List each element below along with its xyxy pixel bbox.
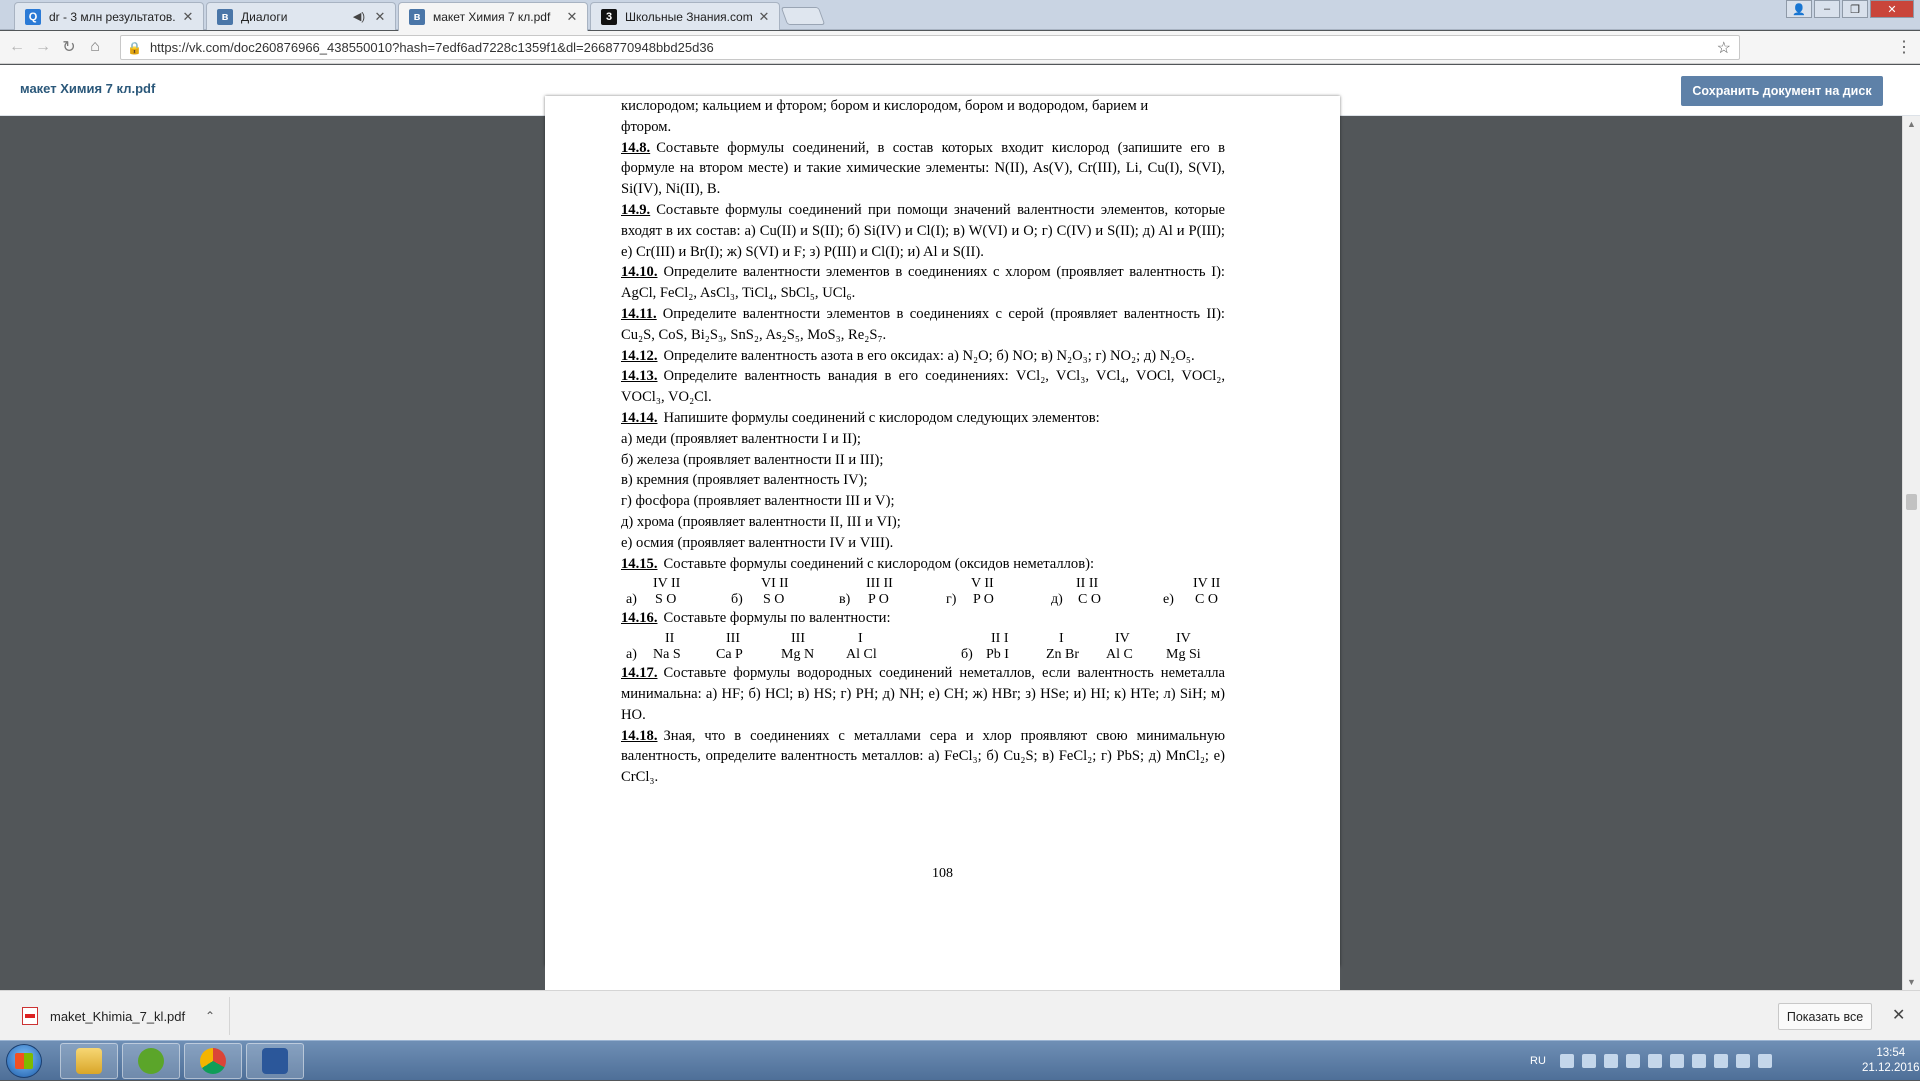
- flag-icon[interactable]: [1714, 1054, 1728, 1068]
- tab-pdf[interactable]: [398, 2, 588, 31]
- problem-14-16: 14.16. Составьте формулы по валентности:: [621, 610, 891, 627]
- download-item[interactable]: [10, 997, 230, 1035]
- tray-app-icon[interactable]: [1560, 1054, 1574, 1068]
- chevron-up-icon[interactable]: ⌃: [204, 1009, 215, 1023]
- page-text: [621, 96, 1225, 788]
- viewer-scrollbar[interactable]: [1902, 116, 1920, 990]
- tab-title: Диалоги: [241, 9, 288, 24]
- list-item: е) осмия (проявляет валентности IV и VIII).: [621, 534, 894, 551]
- tab-title: dr - 3 млн результатов.: [49, 9, 176, 24]
- download-filename: maket_Khimia_7_kl.pdf: [50, 1008, 186, 1024]
- vk-icon: в: [217, 9, 233, 25]
- problem-14-14: 14.14. Напишите формулы соединений с кислородом следующих элементов:: [621, 409, 1100, 426]
- text-line: фтором.: [621, 118, 672, 135]
- tab-title: Школьные Знания.com: [625, 9, 753, 24]
- problem-14-18: 14.18. Зная, что в соединениях с металлами сера и хлор проявляют свою минимальную валентность, определите валентность металлов: а) FeCl₃; б) Cu₂S; в) FeCl₂; г) PbS; д) MnCl₂; е) CrCl₃.: [621, 727, 1225, 786]
- cut-text-line: кислородом; кальцием и фтором; бором и кислородом, бором и водородом, барием и: [621, 98, 1149, 114]
- tray-app-icon[interactable]: [1626, 1054, 1640, 1068]
- scroll-down-icon[interactable]: ▼: [1907, 977, 1916, 987]
- problem-14-15: 14.15. Составьте формулы соединений с кислородом (оксидов неметаллов):: [621, 555, 1095, 572]
- problem-14-17: 14.17. Составьте формулы водородных соединений неметаллов, если валентность неметалла минимальна: а) HF; б) HCl; в) HS; г) PH; д) NH; е) CH; ж) HBr; з) HSe; и) HI; к) HTe; л) SiH; м) HO.: [621, 665, 1225, 723]
- windows-logo-icon: [15, 1053, 33, 1069]
- url-text: https://vk.com/doc260876966_438550010?hash=7edf6ad7228c1359f1&dl=2668770948bbd25d36: [149, 40, 714, 55]
- pdf-page: [545, 96, 1340, 966]
- lock-icon: 🔒: [127, 40, 142, 55]
- close-icon[interactable]: ✕: [1892, 1007, 1906, 1024]
- tray-app-icon[interactable]: [1604, 1054, 1618, 1068]
- close-icon[interactable]: ✕: [758, 8, 770, 24]
- problem-14-13: 14.13. Определите валентность ванадия в его соединениях: VCl₂, VCl₃, VCl₄, VOCl, VOCl₂, VOCl₃, VO₂Cl.: [621, 368, 1225, 406]
- clock-time: 13:54: [1876, 1047, 1906, 1059]
- bookmark-star-icon[interactable]: ☆: [1716, 39, 1731, 57]
- restore-button[interactable]: ❐: [1842, 0, 1868, 18]
- document-title[interactable]: макет Химия 7 кл.pdf: [20, 81, 156, 96]
- home-icon[interactable]: ⌂: [90, 38, 100, 55]
- formula-row-14-16: а) Na S Ca P Mg N Al Cl б) Pb I Zn Br Al C Mg Si: [626, 647, 1201, 663]
- tab-search[interactable]: [14, 2, 204, 30]
- list-item: д) хрома (проявляет валентности II, III и VI);: [621, 513, 901, 530]
- browser-tab-strip: [0, 0, 1920, 30]
- scrollbar-thumb[interactable]: [1906, 494, 1917, 510]
- new-tab-button[interactable]: [781, 7, 826, 25]
- search-icon: Q: [25, 9, 41, 25]
- forward-icon[interactable]: →: [35, 38, 51, 55]
- list-item: в) кремния (проявляет валентность IV);: [621, 472, 868, 489]
- valence-row-14-15: IV II VI II III II V II II II IV II: [653, 576, 1221, 592]
- problem-14-8: 14.8. Составьте формулы соединений, в состав которых входит кислород (запишите его в формуле на втором месте) и такие химические элементы: N(II), As(V), Cr(III), Li, Cu(I), S(VI), Si(IV), Ni(II), B.: [621, 139, 1225, 198]
- list-item: а) меди (проявляет валентности I и II);: [621, 430, 861, 447]
- close-window-button[interactable]: ✕: [1870, 0, 1914, 18]
- back-icon[interactable]: ←: [9, 38, 25, 55]
- browser-toolbar: [0, 31, 1920, 64]
- tray-app-icon[interactable]: [1582, 1054, 1596, 1068]
- scroll-up-icon[interactable]: ▲: [1907, 119, 1916, 129]
- save-to-disk-button[interactable]: Сохранить документ на диск: [1681, 76, 1883, 106]
- taskbar-word[interactable]: [246, 1043, 304, 1079]
- reload-icon[interactable]: ↻: [62, 39, 76, 56]
- tab-znanija[interactable]: [590, 2, 780, 30]
- minimize-button[interactable]: –: [1814, 0, 1840, 18]
- start-button[interactable]: [6, 1044, 42, 1078]
- speaker-icon[interactable]: ◀): [352, 11, 365, 23]
- address-bar[interactable]: [120, 35, 1740, 60]
- znanija-icon: 3: [601, 9, 617, 25]
- network-icon[interactable]: [1758, 1054, 1772, 1068]
- list-item: г) фосфора (проявляет валентности III и V);: [621, 493, 895, 510]
- utorrent-icon: [138, 1048, 164, 1074]
- problem-14-11: 14.11. Определите валентности элементов в соединениях с серой (проявляет валентность II): Cu₂S, CoS, Bi₂S₃, SnS₂, As₂S₅, MoS₃, Re₂S₇.: [621, 305, 1225, 343]
- language-indicator[interactable]: RU: [1530, 1055, 1546, 1067]
- tab-title: макет Химия 7 кл.pdf: [433, 10, 551, 24]
- system-tray: [1530, 1041, 1780, 1081]
- close-icon[interactable]: ✕: [182, 8, 194, 24]
- close-icon[interactable]: ✕: [374, 8, 386, 24]
- download-bar: [0, 990, 1920, 1040]
- tab-dialogs[interactable]: [206, 2, 396, 30]
- folder-icon: [76, 1048, 102, 1074]
- windows-taskbar: [0, 1040, 1920, 1080]
- problem-14-9: 14.9. Составьте формулы соединений при помощи значений валентности элементов, которые входят в их состав: а) Cu(II) и S(II); б) Si(IV) и Cl(I); в) W(VI) и O; г) C(IV) и S(II); д) Al и P(III); е) Cr(III) и Br(I); ж) S(VI) и F; з) P(III) и Cl(I); и) Al и S(II).: [621, 201, 1225, 260]
- clock-date: 21.12.2016: [1862, 1062, 1920, 1074]
- list-item: б) железа (проявляет валентности II и III);: [621, 451, 884, 468]
- page-number: 108: [932, 866, 953, 881]
- tray-app-icon[interactable]: [1648, 1054, 1662, 1068]
- taskbar-explorer[interactable]: [60, 1043, 118, 1079]
- taskbar-chrome[interactable]: [184, 1043, 242, 1079]
- clock[interactable]: [1862, 1046, 1920, 1076]
- word-icon: [262, 1048, 288, 1074]
- vk-icon: в: [409, 9, 425, 25]
- user-icon[interactable]: 👤: [1786, 0, 1812, 18]
- tray-app-icon[interactable]: [1670, 1054, 1684, 1068]
- volume-icon[interactable]: [1736, 1054, 1750, 1068]
- pdf-viewer[interactable]: [0, 98, 1902, 990]
- show-all-button[interactable]: Показать все: [1778, 1003, 1872, 1030]
- menu-icon[interactable]: ⋮: [1896, 39, 1912, 56]
- close-icon[interactable]: ✕: [566, 9, 578, 24]
- valence-row-14-16: II III III I II I I IV IV: [665, 631, 1191, 647]
- chrome-icon: [200, 1048, 226, 1074]
- tray-app-icon[interactable]: [1692, 1054, 1706, 1068]
- problem-14-10: 14.10. Определите валентности элементов в соединениях с хлором (проявляет валентность I): AgCl, FeCl₂, AsCl₃, TiCl₄, SbCl₅, UCl₆.: [621, 264, 1225, 302]
- pdf-file-icon: [22, 1007, 38, 1025]
- taskbar-utorrent[interactable]: [122, 1043, 180, 1079]
- formula-row-14-15: а) S O б) S O в) P O г) P O д) C O е) C O: [626, 592, 1218, 608]
- problem-14-12: 14.12. Определите валентность азота в его оксидах: а) N₂O; б) NO; в) N₂O₃; г) NO₂; д) N₂O₅.: [621, 347, 1195, 364]
- window-controls: [1784, 0, 1914, 18]
